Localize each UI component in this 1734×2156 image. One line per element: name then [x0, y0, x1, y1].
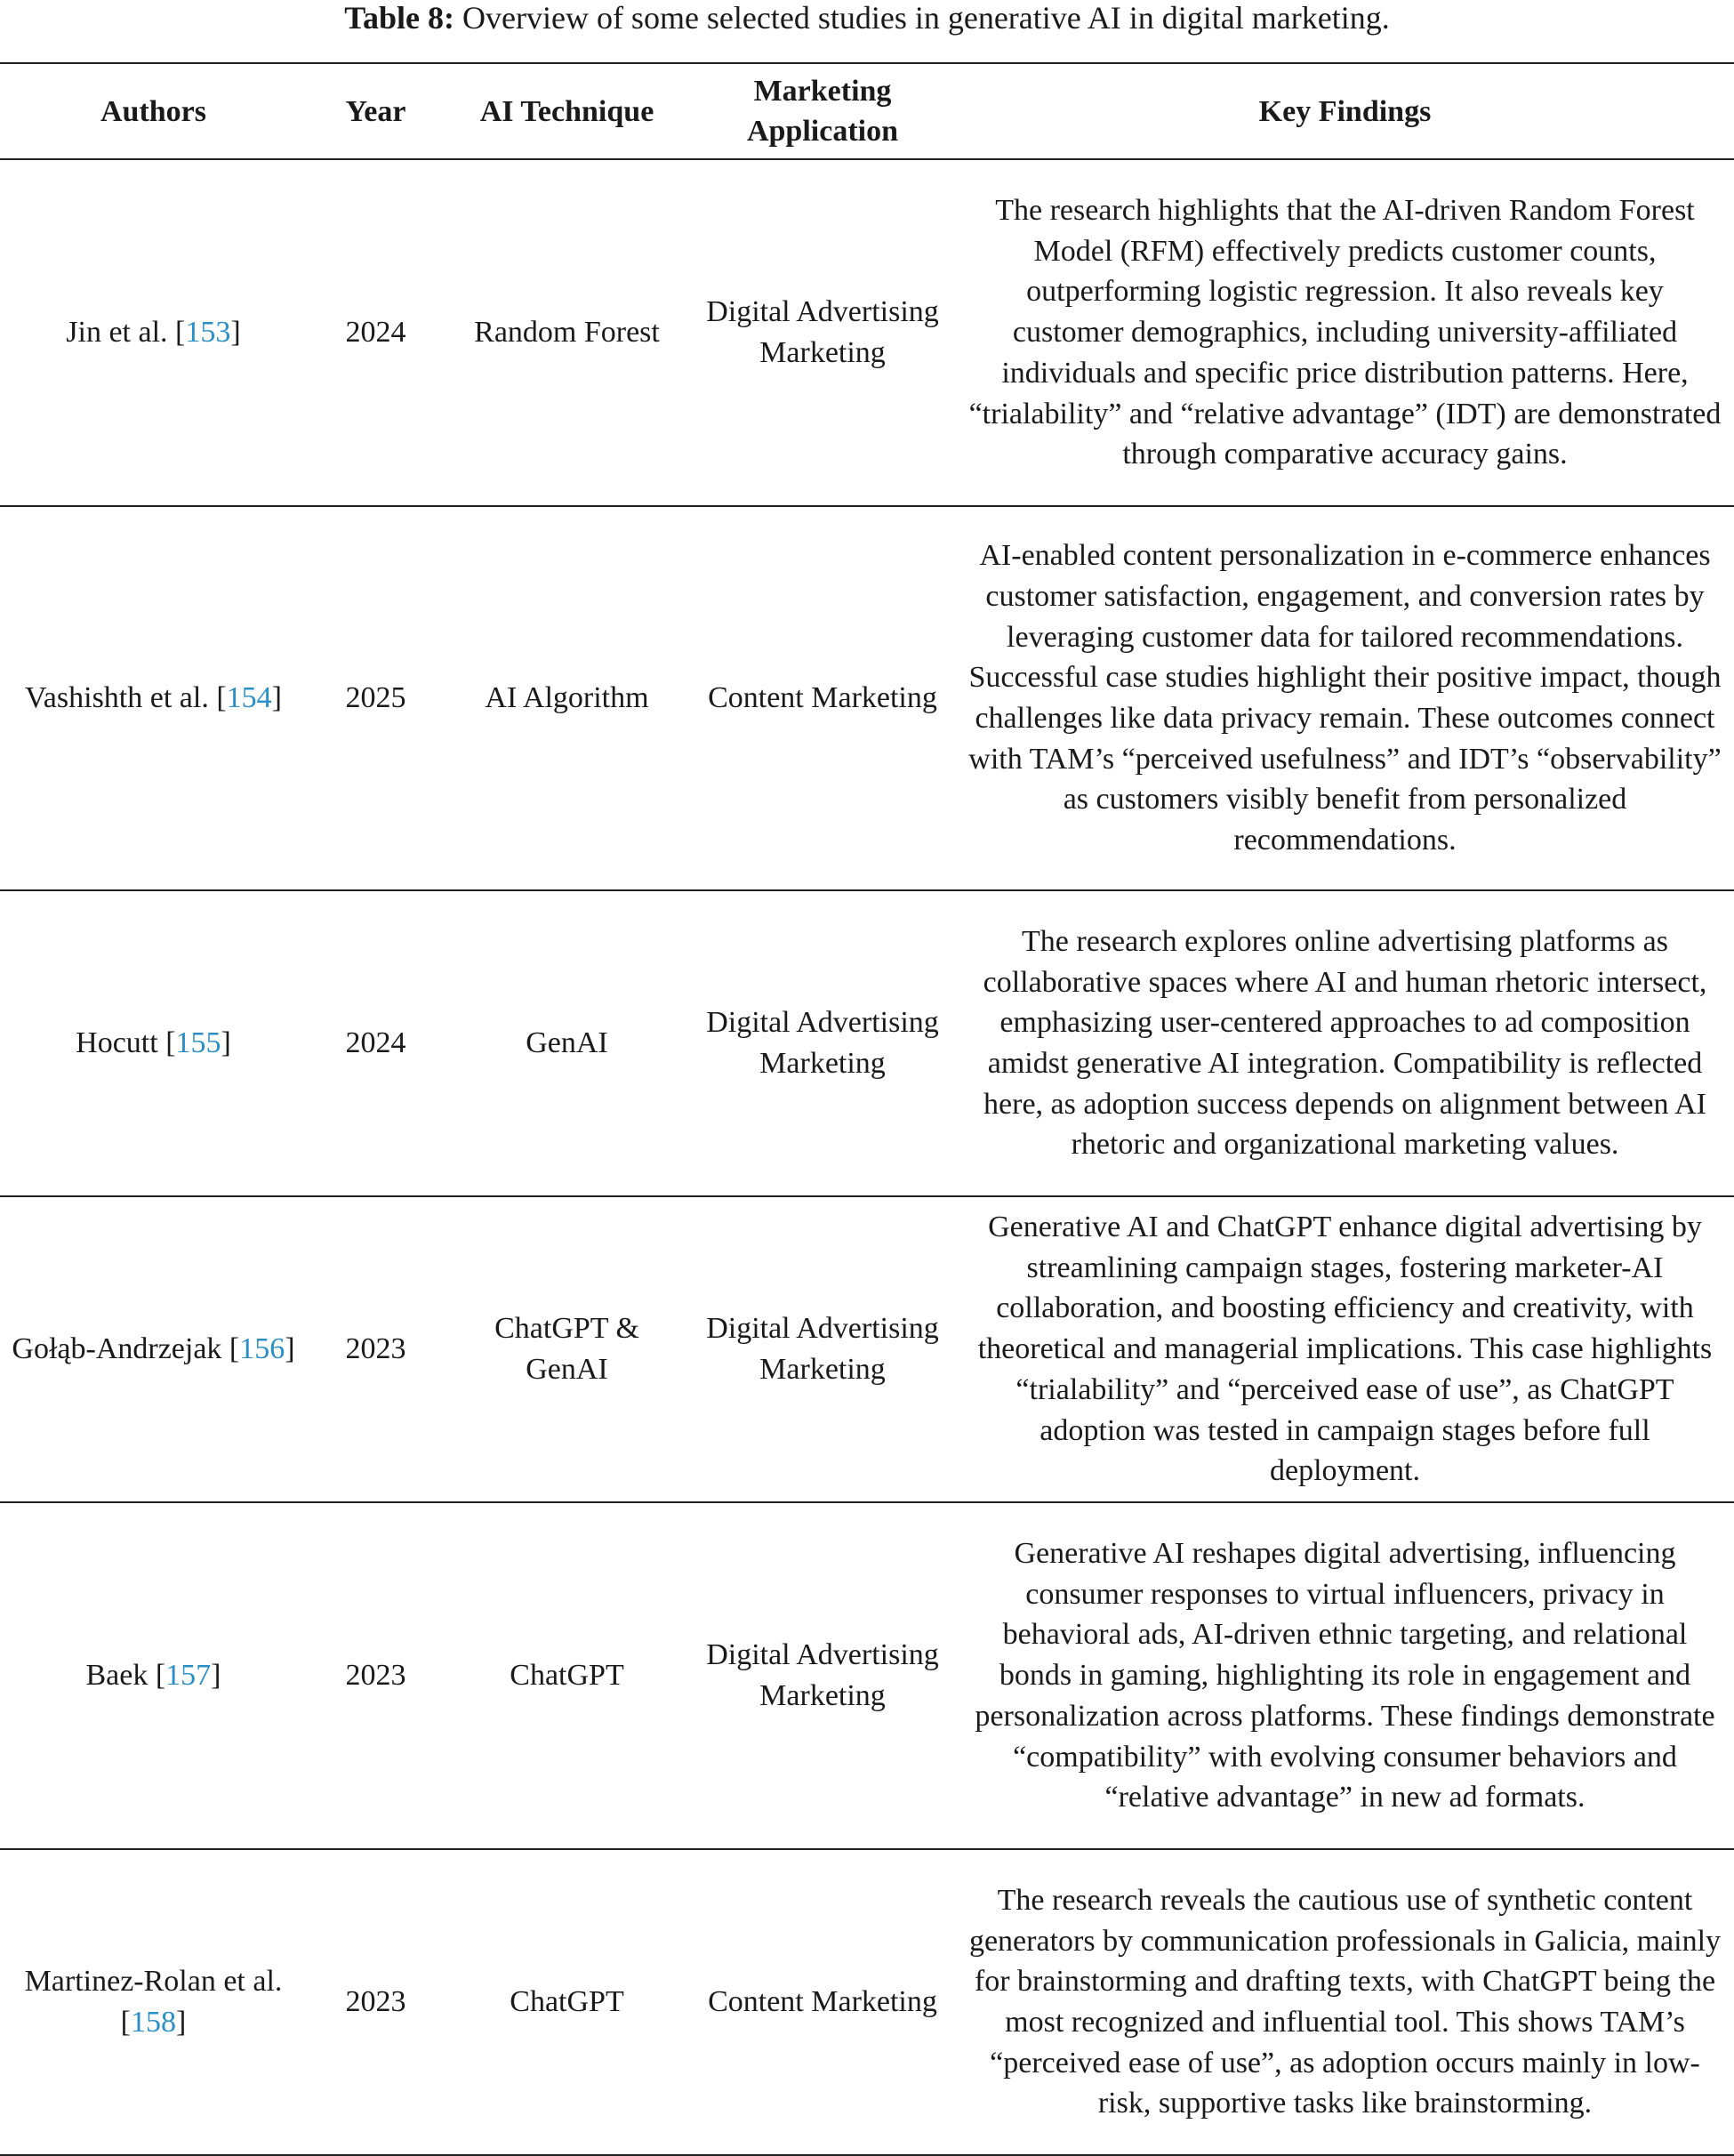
year-cell: 2024	[307, 159, 445, 506]
findings-cell: The research highlights that the AI-driven Random Forest Model (RFM) effectively predicts customer counts, outperforming logistic regression. It also reveals key customer demographics, including university-affiliated individuals and specific price distribution patterns. Here, “trialability” and “relative advantage” (IDT) are demonstrated through comparative accuracy gains.	[956, 159, 1734, 506]
author-cell: Vashishth et al. [154]	[0, 506, 307, 890]
findings-cell: The research explores online advertising platforms as collaborative spaces where AI and human rhetoric intersect, emphasizing user-centered approaches to ad composition amidst generative AI integration. Compatibility is reflected here, as adoption success depends on alignment between AI rhetoric and organizational marketing values.	[956, 890, 1734, 1196]
findings-cell: Generative AI and ChatGPT enhance digital advertising by streamlining campaign stages, fostering marketer-AI collaboration, and boosting efficiency and creativity, with theoretical and managerial implications. This case highlights “trialability” and “perceived ease of use”, as ChatGPT adoption was tested in campaign stages before full deployment.	[956, 1196, 1734, 1502]
findings-cell: Generative AI reshapes digital advertising, influencing consumer responses to virtual influencers, privacy in behavioral ads, AI-driven ethnic targeting, and relational bonds in gaming, highlighting its role in engagement and personalization across platforms. These findings demonstrate “compatibility” with evolving consumer behaviors and “relative advantage” in new ad formats.	[956, 1502, 1734, 1849]
findings-cell: The research reveals the cautious use of synthetic content generators by communication professionals in Galicia, mainly for brainstorming and drafting texts, with ChatGPT being the most recognized and influential tool. This shows TAM’s “perceived ease of use”, as adoption occurs mainly in low-risk, supportive tasks like brainstorming.	[956, 1849, 1734, 2155]
technique-cell: AI Algorithm	[445, 506, 689, 890]
table-row	[0, 506, 1734, 890]
author-cell: Martinez-Rolan et al. [158]	[0, 1849, 307, 2155]
year-cell: 2023	[307, 1196, 445, 1502]
citation-link[interactable]: 154	[226, 681, 272, 715]
author-name: Martinez-Rolan et al.	[24, 1965, 283, 1999]
application-cell: Digital Advertising Marketing	[689, 159, 956, 506]
citation-link[interactable]: 157	[165, 1659, 212, 1693]
author-name: Baek	[85, 1659, 149, 1693]
technique-cell: ChatGPT	[445, 1502, 689, 1849]
citation-link[interactable]: 155	[175, 1026, 221, 1060]
author-name: Gołąb-Andrzejak	[12, 1332, 222, 1366]
author-name: Jin et al.	[66, 316, 168, 350]
table-row	[0, 1196, 1734, 1502]
application-cell: Content Marketing	[689, 506, 956, 890]
author-name: Hocutt	[76, 1026, 158, 1060]
table-caption	[0, 0, 1734, 36]
author-cell: Baek [157]	[0, 1502, 307, 1849]
author-cell: Hocutt [155]	[0, 890, 307, 1196]
table-row	[0, 1502, 1734, 1849]
technique-cell: ChatGPT & GenAI	[445, 1196, 689, 1502]
header-technique: AI Technique	[445, 63, 689, 159]
findings-cell: AI-enabled content personalization in e-commerce enhances customer satisfaction, engagement, and conversion rates by leveraging customer data for tailored recommendations. Successful case studies highlight their positive impact, though challenges like data privacy remain. These outcomes connect with TAM’s “perceived usefulness” and IDT’s “observability” as customers visibly benefit from personalized recommendations.	[956, 506, 1734, 890]
header-authors: Authors	[0, 63, 307, 159]
citation-link[interactable]: 156	[239, 1332, 285, 1366]
studies-table	[0, 62, 1734, 2156]
caption-label: Table 8:	[344, 0, 454, 36]
application-cell: Digital Advertising Marketing	[689, 890, 956, 1196]
year-cell: 2024	[307, 890, 445, 1196]
technique-cell: GenAI	[445, 890, 689, 1196]
table-row	[0, 159, 1734, 506]
author-cell: Jin et al. [153]	[0, 159, 307, 506]
year-cell: 2023	[307, 1502, 445, 1849]
header-application: Marketing Application	[689, 63, 956, 159]
author-name: Vashishth et al.	[25, 681, 209, 715]
application-cell: Digital Advertising Marketing	[689, 1196, 956, 1502]
citation-link[interactable]: 153	[185, 316, 231, 350]
table-row	[0, 890, 1734, 1196]
citation-link[interactable]: 158	[131, 2006, 176, 2039]
year-cell: 2025	[307, 506, 445, 890]
header-findings: Key Findings	[956, 63, 1734, 159]
header-year: Year	[307, 63, 445, 159]
application-cell: Content Marketing	[689, 1849, 956, 2155]
author-cell: Gołąb-Andrzejak [156]	[0, 1196, 307, 1502]
header-row	[0, 63, 1734, 159]
year-cell: 2023	[307, 1849, 445, 2155]
technique-cell: ChatGPT	[445, 1849, 689, 2155]
application-cell: Digital Advertising Marketing	[689, 1502, 956, 1849]
caption-text: Overview of some selected studies in generative AI in digital marketing.	[462, 0, 1390, 36]
technique-cell: Random Forest	[445, 159, 689, 506]
table-row	[0, 1849, 1734, 2155]
